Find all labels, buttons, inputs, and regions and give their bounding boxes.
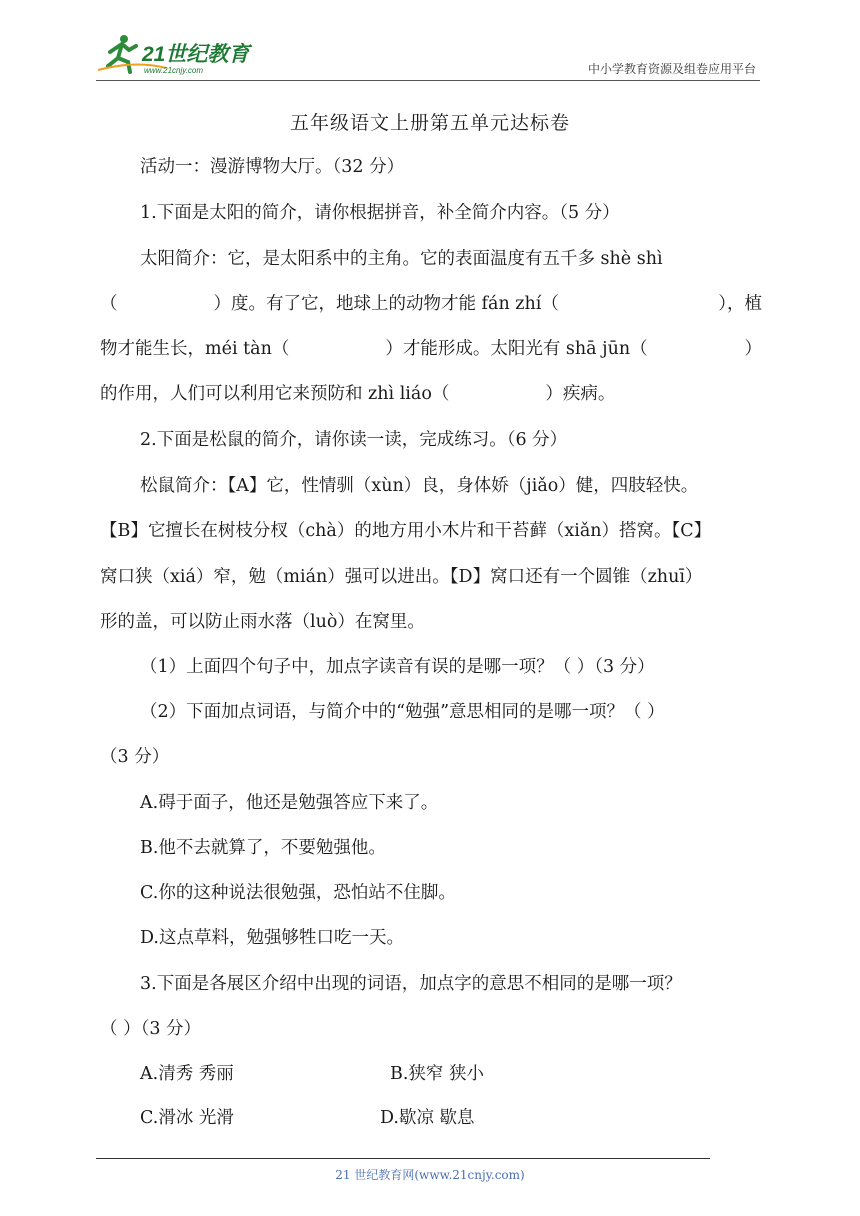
option-c: C.你的这种说法很勉强，恐怕站不住脚。: [140, 883, 456, 903]
option-d: D.这点草料，勉强够牲口吃一天。: [140, 928, 404, 948]
header-divider: [96, 80, 760, 81]
footer-link[interactable]: 21 世纪教育网(www.21cnjy.com): [335, 1168, 525, 1182]
option-a: A.碍于面子，他还是勉强答应下来了。: [140, 793, 439, 813]
q3-option-d: D.歇凉 歇息: [380, 1108, 475, 1128]
question-1-line-1: 太阳简介：它，是太阳系中的主角。它的表面温度有五千多 shè shì: [140, 249, 663, 269]
footer-divider: [96, 1158, 710, 1159]
question-1-stem: 1.下面是太阳的简介，请你根据拼音，补全简介内容。（5 分）: [140, 203, 620, 223]
question-2-sub-2-score: （3 分）: [100, 747, 170, 767]
question-3-stem: 3.下面是各展区介绍中出现的词语，加点字的意思不相同的是哪一项？: [140, 974, 682, 994]
q3-option-c: C.滑冰 光滑: [140, 1108, 234, 1128]
question-2-paragraph-3: 窝口狭（xiá）窄，勉（mián）强可以进出。【D】窝口还有一个圆锥（zhuī）: [100, 567, 703, 587]
question-1-line-4: 的作用，人们可以利用它来预防和 zhì liáo（ ）疾病。: [100, 384, 616, 404]
question-2-sub-1: （1）上面四个句子中，加点字读音有误的是哪一项？（ ）（3 分）: [140, 657, 655, 677]
q3-option-b: B.狭窄 狭小: [390, 1064, 484, 1084]
logo-text: 21世纪教育: [142, 43, 250, 66]
site-tagline: 中小学教育资源及组卷应用平台: [587, 62, 756, 76]
question-2-sub-2: （2）下面加点词语，与简介中的“勉强”意思相同的是哪一项？（ ）: [140, 702, 665, 722]
option-b: B.他不去就算了，不要勉强他。: [140, 838, 386, 858]
question-2-paragraph-2: 【B】它擅长在树枝分杈（chà）的地方用小木片和干苔藓（xiǎn）搭窝。【C】: [100, 521, 712, 541]
q3-option-a: A.清秀 秀丽: [140, 1064, 234, 1084]
logo-url: www.21cnjy.com: [144, 66, 203, 75]
question-1-line-3: 物才能生长，méi tàn（ ）才能形成。太阳光有 shā jūn（ ）: [100, 339, 762, 359]
activity-heading: 活动一：漫游博物大厅。（32 分）: [140, 157, 405, 177]
question-2-stem: 2.下面是松鼠的简介，请你读一读，完成练习。（6 分）: [140, 430, 568, 450]
question-3-score: （ ）（3 分）: [100, 1019, 202, 1039]
question-1-line-2: （ ）度。有了它，地球上的动物才能 fán zhí（ ），植: [100, 294, 762, 314]
page-title: 五年级语文上册第五单元达标卷: [289, 112, 570, 134]
question-2-paragraph-4: 形的盖，可以防止雨水落（luò）在窝里。: [100, 612, 425, 632]
question-2-paragraph-1: 松鼠简介：【A】它，性情驯（xùn）良，身体娇（jiǎo）健，四肢轻快。: [140, 476, 699, 496]
site-logo: [96, 30, 266, 80]
question-3-options-row-2: [100, 1106, 762, 1130]
question-3-options-row-1: [100, 1062, 762, 1086]
